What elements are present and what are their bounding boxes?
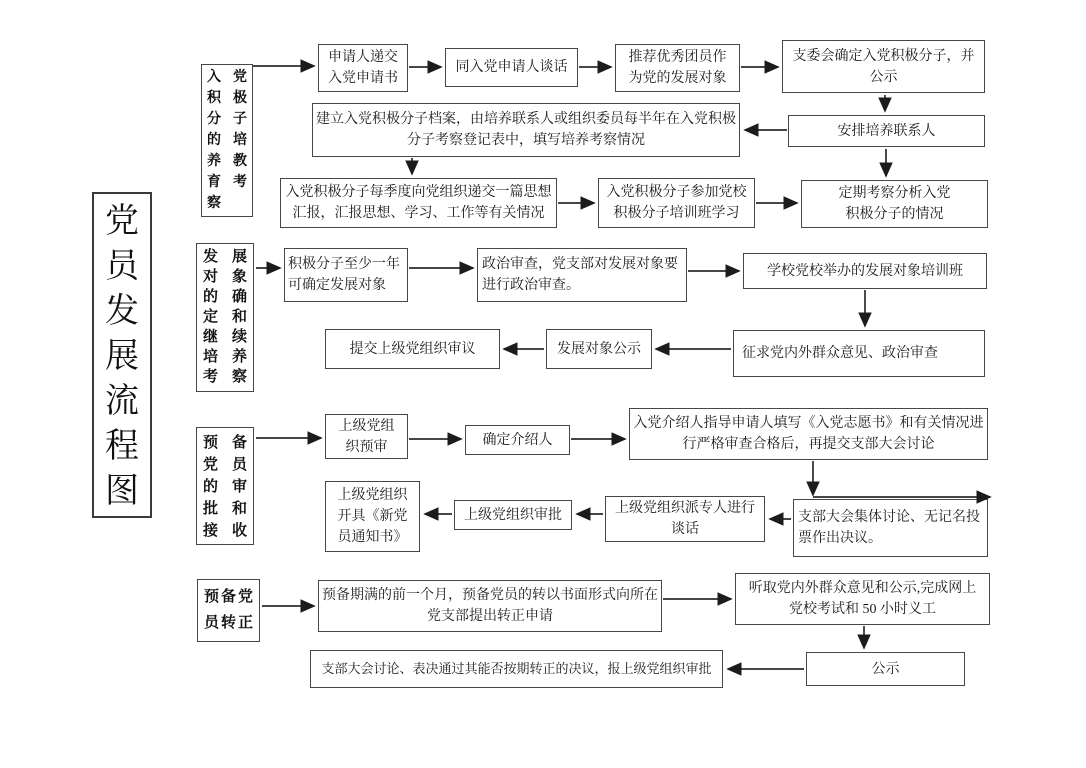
node-opinions-exam-volunteer: 听取党内外群众意见和公示,完成网上党校考试和 50 小时义工 bbox=[735, 573, 990, 625]
node-political-review: 政治审查，党支部对发展对象要进行政治审查。 bbox=[477, 248, 687, 302]
node-candidate-training-class: 学校党校举办的发展对象培训班 bbox=[743, 253, 987, 289]
node-branch-meeting-vote: 支部大会集体讨论、无记名投票作出决议。 bbox=[793, 499, 988, 557]
node-create-activist-file: 建立入党积极分子档案，由培养联系人或组织委员每半年在入党积极分子考察登记表中，填写培养考察情况 bbox=[312, 103, 740, 157]
node-publicity: 公示 bbox=[806, 652, 965, 686]
stage-label-candidate-determination: 发展对象的确定和继续培养考察 bbox=[196, 243, 254, 392]
node-committee-confirm-activist: 支委会确定入党积极分子，并公示 bbox=[782, 40, 985, 93]
node-quarterly-thought-report: 入党积极分子每季度向党组织递交一篇思想汇报，汇报思想、学习、工作等有关情况 bbox=[280, 178, 557, 228]
node-talk-with-applicant: 同入党申请人谈话 bbox=[445, 48, 578, 87]
node-higher-org-approval: 上级党组织审批 bbox=[454, 500, 572, 530]
node-one-year-determine-candidate: 积极分子至少一年可确定发展对象 bbox=[284, 248, 408, 302]
stage-label-probationary-confirmation: 预备党员转正 bbox=[197, 579, 260, 642]
node-activist-training-class: 入党积极分子参加党校积极分子培训班学习 bbox=[598, 178, 755, 228]
node-periodic-review: 定期考察分析入党积极分子的情况 bbox=[801, 180, 988, 228]
node-submit-confirmation-application: 预备期满的前一个月，预备党员的转以书面形式向所在党支部提出转正申请 bbox=[318, 580, 662, 632]
node-solicit-opinions: 征求党内外群众意见、政治审查 bbox=[733, 330, 985, 377]
node-new-member-notice: 上级党组织开具《新党员通知书》 bbox=[325, 481, 420, 552]
node-recommend-league-members: 推荐优秀团员作为党的发展对象 bbox=[615, 44, 740, 92]
node-higher-org-preliminary-review: 上级党组织预审 bbox=[325, 414, 408, 459]
stage-label-probationary-approval: 预备党员的审批和接收 bbox=[196, 427, 254, 545]
node-fill-application-form: 入党介绍人指导申请人填写《入党志愿书》和有关情况进行严格审查合格后，再提交支部大会讨论 bbox=[629, 408, 988, 460]
node-assign-cultivation-contact: 安排培养联系人 bbox=[788, 115, 985, 147]
node-higher-org-talk: 上级党组织派专人进行谈话 bbox=[605, 496, 765, 542]
node-confirm-introducers: 确定介绍人 bbox=[465, 425, 570, 455]
page-title: 党员发展流程图 bbox=[92, 192, 152, 518]
node-candidate-publicity: 发展对象公示 bbox=[546, 329, 652, 369]
stage-label-activist-cultivation: 入党积极分子的培养教育考察 bbox=[201, 64, 253, 217]
node-submit-higher-party-review: 提交上级党组织审议 bbox=[325, 329, 500, 369]
node-submit-application: 申请人递交入党申请书 bbox=[318, 44, 408, 92]
node-branch-meeting-confirmation: 支部大会讨论、表决通过其能否按期转正的决议，报上级党组织审批 bbox=[310, 650, 723, 688]
